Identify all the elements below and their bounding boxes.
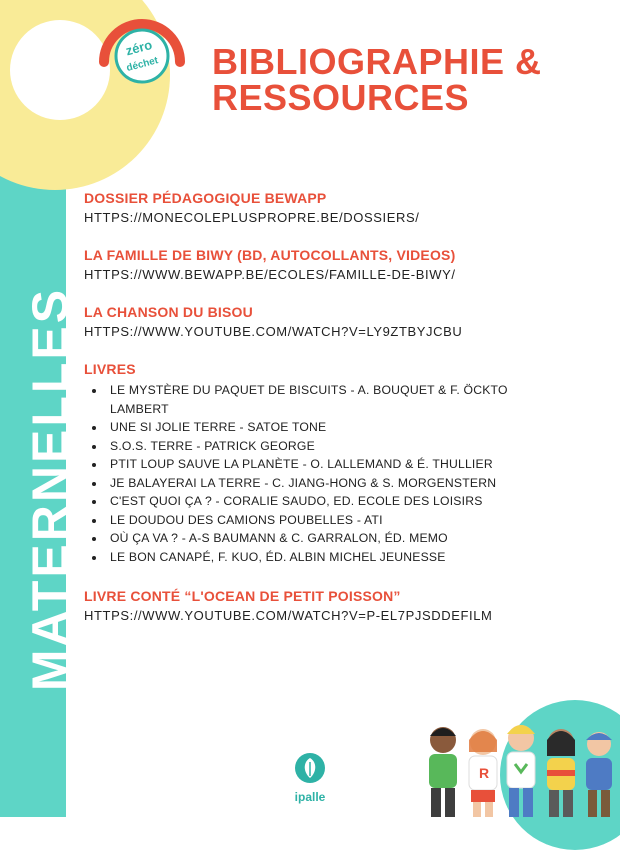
book-list <box>84 381 554 566</box>
section-bisou-song <box>84 304 554 339</box>
book-item: • OÙ ÇA VA ? - A-S BAUMANN & C. GARRALON, ÉD. MEMO <box>106 529 554 548</box>
title-line-1: BIBLIOGRAPHIE & <box>212 41 542 82</box>
section-url[interactable]: HTTPS://WWW.YOUTUBE.COM/WATCH?V=LY9ZTBYJCBU <box>84 324 463 339</box>
vertical-section-title: MATERNELLES <box>22 286 78 692</box>
section-books <box>84 361 554 566</box>
book-item: • LE DOUDOU DES CAMIONS POUBELLES - ATI <box>106 511 554 530</box>
section-heading: LIVRES <box>84 361 136 377</box>
book-item: • C'EST QUOI ÇA ? - CORALIE SAUDO, ED. ECOLE DES LOISIRS <box>106 492 554 511</box>
decorative-white-circle <box>10 20 110 120</box>
section-told-story <box>84 588 554 623</box>
section-url[interactable]: HTTPS://WWW.YOUTUBE.COM/WATCH?V=P-EL7PJSDDEFILM <box>84 608 493 623</box>
section-url[interactable]: HTTPS://MONECOLEPLUSPROPRE.BE/DOSSIERS/ <box>84 210 420 225</box>
book-item: • LE MYSTÈRE DU PAQUET DE BISCUITS - A. BOUQUET & F. ÖCKTO LAMBERT <box>106 381 554 418</box>
resources-content <box>84 190 554 645</box>
section-heading: DOSSIER PÉDAGOGIQUE BEWAPP <box>84 190 327 206</box>
logo-text-zero: zéro <box>123 36 154 59</box>
section-heading: LIVRE CONTÉ “L'OCEAN DE PETIT POISSON” <box>84 588 401 604</box>
ipalle-brand: ipalle <box>294 790 326 804</box>
ipalle-logo <box>290 752 330 804</box>
section-url[interactable]: HTTPS://WWW.BEWAPP.BE/ECOLES/FAMILLE-DE-BIWY/ <box>84 267 456 282</box>
title-line-2: RESSOURCES <box>212 77 470 118</box>
ipalle-leaf-icon <box>293 752 327 784</box>
section-heading: LA CHANSON DU BISOU <box>84 304 253 320</box>
svg-text:R: R <box>479 765 490 781</box>
page-title <box>212 41 542 118</box>
book-item: • PTIT LOUP SAUVE LA PLANÈTE - O. LALLEMAND & É. THULLIER <box>106 455 554 474</box>
book-item: • S.O.S. TERRE - PATRICK GEORGE <box>106 437 554 456</box>
section-biwy-family <box>84 247 554 282</box>
section-bewapp-dossier <box>84 190 554 225</box>
children-illustration <box>415 712 620 817</box>
logo-text-dechet: déchet <box>125 55 160 75</box>
zero-dechet-logo <box>96 4 188 96</box>
book-item: • UNE SI JOLIE TERRE - SATOE TONE <box>106 418 554 437</box>
book-item: • JE BALAYERAI LA TERRE - C. JIANG-HONG & S. MORGENSTERN <box>106 474 554 493</box>
section-heading: LA FAMILLE DE BIWY (BD, AUTOCOLLANTS, VIDEOS) <box>84 247 456 263</box>
book-item: • LE BON CANAPÉ, F. KUO, ÉD. ALBIN MICHEL JEUNESSE <box>106 548 554 567</box>
